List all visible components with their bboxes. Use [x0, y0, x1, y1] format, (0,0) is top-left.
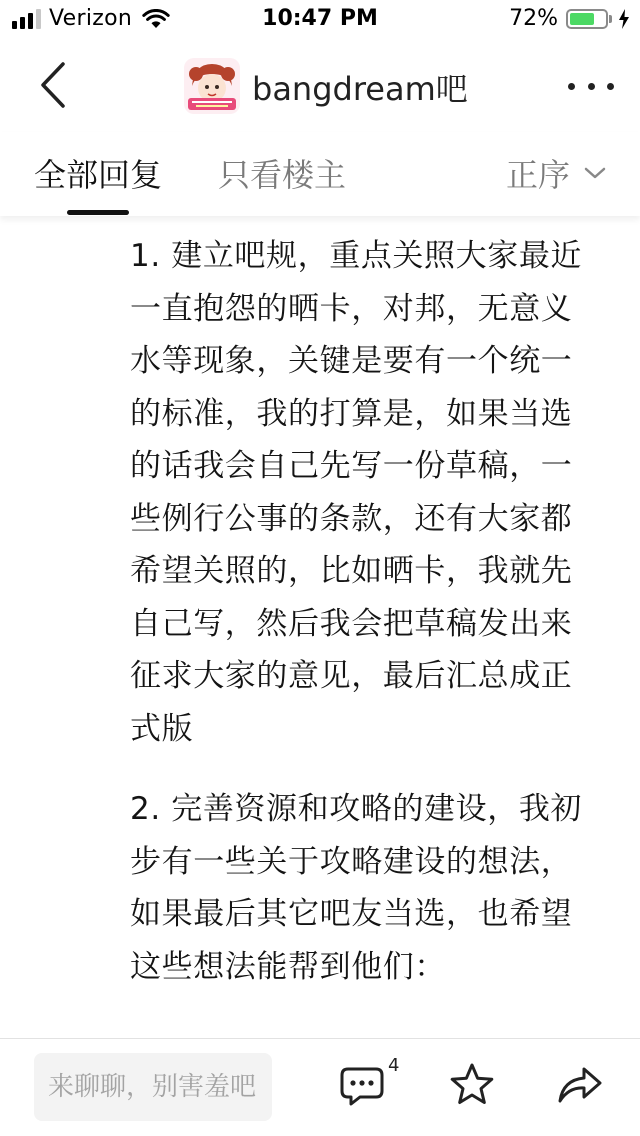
post-paragraph: 2. 完善资源和攻略的建设，我初步有一些关于攻略建设的想法，如果最后其它吧友当选，也希望这些想法能帮到他们：	[130, 791, 583, 985]
star-outline-icon	[448, 1061, 496, 1109]
post-paragraph: 1. 建立吧规，重点关照大家最近一直抱怨的晒卡，对邦，无意义水等现象，关键是要有一个统一的标准，我的打算是，如果当选的话我会自己先写一份草稿，一些例行公事的条款，还有大家都希望关照的，比如晒卡，我就先自己写，然后我会把草稿发出来征求大家的意见，最后汇总成正式版	[130, 238, 583, 747]
comment-count-badge: 4	[388, 1055, 400, 1076]
battery-percent: 72%	[509, 6, 558, 31]
forum-avatar[interactable]	[184, 58, 240, 114]
chevron-down-icon	[584, 166, 606, 180]
more-dot	[568, 83, 575, 90]
tab-op-only[interactable]: 只看楼主	[218, 156, 347, 194]
nav-bar	[0, 40, 640, 132]
active-tab-indicator	[67, 210, 129, 215]
bottom-action-bar	[0, 1038, 640, 1136]
more-dot	[588, 83, 595, 90]
tab-all-replies[interactable]: 全部回复	[34, 156, 163, 194]
carrier-name: Verizon	[49, 6, 133, 31]
more-dot	[607, 83, 614, 90]
charging-bolt-icon	[618, 9, 630, 29]
battery-fill	[570, 13, 594, 25]
sort-order-label: 正序	[505, 156, 570, 194]
post-content	[130, 216, 600, 1036]
comment-bubble-icon	[338, 1061, 386, 1109]
battery-icon	[566, 9, 608, 29]
comment-button[interactable]	[338, 1061, 386, 1109]
sort-order-button[interactable]	[506, 150, 606, 196]
reply-input[interactable]	[34, 1053, 272, 1121]
chevron-left-icon	[40, 62, 66, 108]
status-time: 10:47 PM	[262, 6, 378, 31]
share-button[interactable]	[556, 1061, 604, 1109]
more-options-button[interactable]	[568, 68, 614, 104]
status-right	[509, 6, 630, 31]
forum-avatar-image	[184, 58, 240, 114]
battery-tip	[609, 15, 612, 23]
favorite-button[interactable]	[448, 1061, 496, 1109]
back-button[interactable]	[28, 58, 78, 112]
forum-title[interactable]: bangdream吧	[252, 70, 468, 108]
status-bar	[0, 0, 640, 40]
reply-tab-bar	[0, 132, 640, 216]
share-arrow-icon	[556, 1061, 604, 1109]
